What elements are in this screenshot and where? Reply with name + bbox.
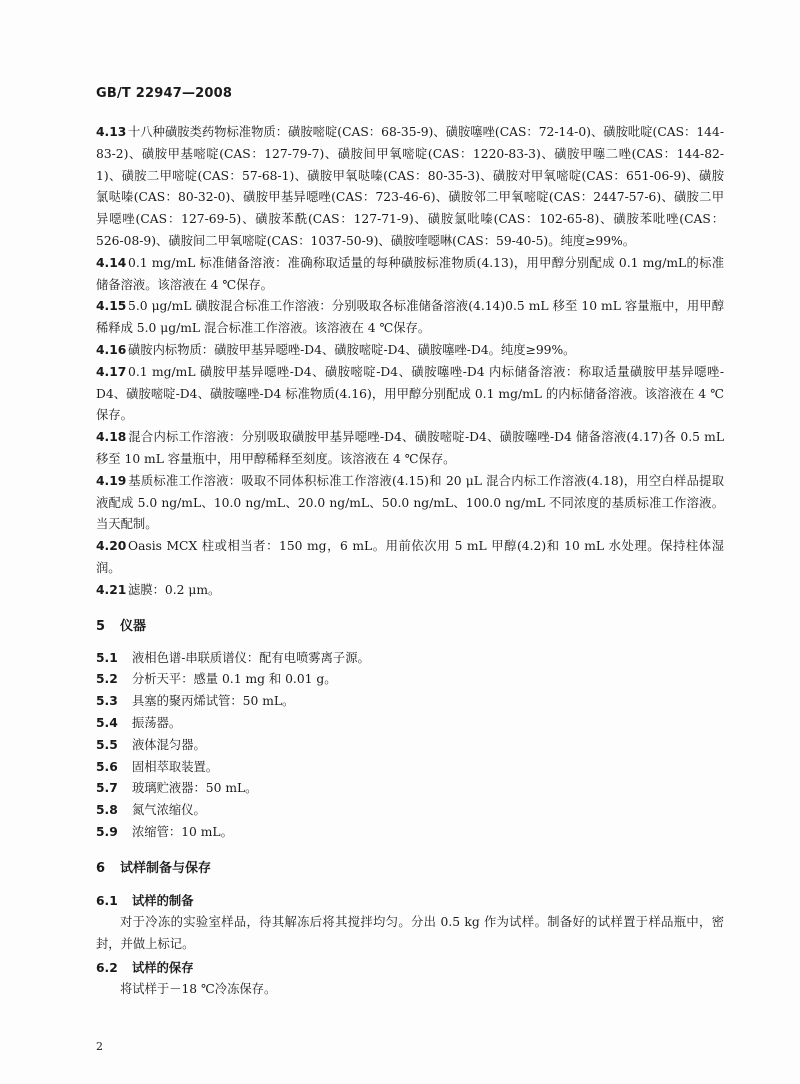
clause-5-6 xyxy=(96,757,724,779)
clause-number: 4.20 xyxy=(96,539,127,554)
clause-5-9 xyxy=(96,822,724,844)
clause-4-15 xyxy=(96,296,724,340)
subsection-6-1-text: 对于冷冻的实验室样品，待其解冻后将其搅拌均匀。分出 0.5 kg 作为试样。制备好的试样置于样品瓶中，密封，并做上标记。 xyxy=(96,914,724,951)
clause-text: 基质标准工作溶液：吸取不同体积标准工作溶液(4.15)和 20 μL 混合内标工作溶液(4.18)，用空白样品提取液配成 5.0 ng/mL、10.0 ng/mL、20.0 ng/mL、50.0 ng/mL、100.0 ng/mL 不同浓度的基质标准工作溶液。当天配制。 xyxy=(96,473,724,532)
clause-number: 4.15 xyxy=(96,299,127,314)
subsection-title: 试样的制备 xyxy=(132,893,194,908)
clause-5-4 xyxy=(96,713,724,735)
clause-text: 混合内标工作溶液：分别吸取磺胺甲基异噁唑-D4、磺胺嘧啶-D4、磺胺噻唑-D4 储备溶液(4.17)各 0.5 mL 移至 10 mL 容量瓶中，用甲醇稀释至刻度。该溶液在 4 ℃保存。 xyxy=(96,430,724,466)
clause-number: 5.6 xyxy=(96,759,118,774)
clause-4-21 xyxy=(96,580,724,602)
clause-text: 氮气浓缩仪。 xyxy=(132,803,206,818)
subsection-6-2-text: 将试样于－18 ℃冷冻保存。 xyxy=(120,982,277,997)
subsection-6-2-heading xyxy=(96,957,724,979)
clause-number: 4.18 xyxy=(96,430,127,445)
section-6-heading xyxy=(96,858,724,880)
clause-number: 5.1 xyxy=(96,650,118,665)
clause-number: 5.4 xyxy=(96,715,118,730)
clause-number: 4.14 xyxy=(96,255,127,270)
section-5-heading xyxy=(96,616,724,638)
clause-4-19 xyxy=(96,471,724,536)
subsection-title: 试样的保存 xyxy=(132,961,194,976)
clause-text: 滤膜：0.2 μm。 xyxy=(128,582,221,597)
clause-text: 5.0 μg/mL 磺胺混合标准工作溶液：分别吸取各标准储备溶液(4.14)0.5 mL 移至 10 mL 容量瓶中，用甲醇稀释成 5.0 μg/mL 混合标准工作溶液。该溶液在 4 ℃保存。 xyxy=(96,299,724,336)
standard-code-header: GB/T 22947—2008 xyxy=(96,86,233,101)
clause-number: 5.7 xyxy=(96,781,118,796)
clause-number: 5.5 xyxy=(96,737,118,752)
clause-5-5 xyxy=(96,735,724,757)
clause-5-7 xyxy=(96,778,724,800)
clause-4-14 xyxy=(96,253,724,297)
clause-4-18 xyxy=(96,427,724,471)
subsection-number: 6.1 xyxy=(96,893,118,908)
clause-text: 具塞的聚丙烯试管：50 mL。 xyxy=(132,694,295,709)
clause-5-1 xyxy=(96,648,724,670)
clause-number: 5.8 xyxy=(96,803,118,818)
clause-number: 4.13 xyxy=(96,125,127,139)
clause-number: 5.9 xyxy=(96,824,118,839)
clause-4-17 xyxy=(96,362,724,427)
clause-4-13 xyxy=(96,122,724,253)
clause-text: Oasis MCX 柱或相当者：150 mg，6 mL。用前依次用 5 mL 甲醇(4.2)和 10 mL 水处理。保持柱体湿润。 xyxy=(96,539,724,575)
clause-text: 振荡器。 xyxy=(132,715,182,730)
clause-5-2 xyxy=(96,669,724,691)
clause-number: 4.17 xyxy=(96,364,127,379)
clause-text: 液体混匀器。 xyxy=(132,737,206,752)
clause-4-20 xyxy=(96,536,724,580)
clause-4-16 xyxy=(96,340,724,362)
section-number: 5 xyxy=(96,618,106,634)
section-number: 6 xyxy=(96,860,106,876)
clause-5-3 xyxy=(96,691,724,713)
clause-5-8 xyxy=(96,800,724,822)
clause-number: 5.3 xyxy=(96,694,118,709)
subsection-6-1-heading xyxy=(96,890,724,912)
clause-text: 十八种磺胺类药物标准物质：磺胺嘧啶(CAS：68-35-9)、磺胺噻唑(CAS：72-14-0)、磺胺吡啶(CAS：144-83-2)、磺胺甲基嘧啶(CAS：127-79-7)、磺胺间甲氧嘧啶(CAS：1220-83-3)、磺胺甲噻二唑(CAS：144-82-1)、磺胺二甲嘧啶(CAS：57-68-1)、磺胺甲氧哒嗪(CAS：80-35-3)、磺胺对甲氧嘧啶(CAS：651-06-9)、磺胺氯哒嗪(CAS：80-32-0)、磺胺甲基异噁唑(CAS：723-46-6)、磺胺邻二甲氧嘧啶(CAS：2447-57-6)、磺胺二甲异噁唑(CAS：127-69-5)、磺胺苯酰(CAS：127-71-9)、磺胺氯吡嗪(CAS：102-65-8)、磺胺苯吡唑(CAS：526-08-9)、磺胺间二甲氧嘧啶(CAS：1037-50-9)、磺胺喹噁啉(CAS：59-40-5)。纯度≥99%。 xyxy=(96,125,724,248)
clause-text: 液相色谱-串联质谱仪：配有电喷雾离子源。 xyxy=(132,650,370,665)
section-title: 试样制备与保存 xyxy=(120,860,212,876)
page-content xyxy=(96,122,724,1001)
clause-text: 磺胺内标物质：磺胺甲基异噁唑-D4、磺胺嘧啶-D4、磺胺噻唑-D4。纯度≥99%。 xyxy=(128,342,576,357)
page-number: 2 xyxy=(96,1040,103,1053)
clause-text: 浓缩管：10 mL。 xyxy=(132,824,233,839)
clause-text: 0.1 mg/mL 标准储备溶液：准确称取适量的每种磺胺标准物质(4.13)，用甲醇分别配成 0.1 mg/mL的标准储备溶液。该溶液在 4 ℃保存。 xyxy=(96,255,724,292)
clause-text: 分析天平：感量 0.1 mg 和 0.01 g。 xyxy=(132,672,337,687)
clause-text: 0.1 mg/mL 磺胺甲基异噁唑-D4、磺胺嘧啶-D4、磺胺噻唑-D4 内标储备溶液：称取适量磺胺甲基异噁唑-D4、磺胺嘧啶-D4、磺胺噻唑-D4 标准物质(4.16)，用甲醇分别配成 0.1 mg/mL 的内标储备溶液。该溶液在 4 ℃保存。 xyxy=(96,364,724,423)
clause-text: 固相萃取装置。 xyxy=(132,759,219,774)
clause-text: 玻璃贮液器：50 mL。 xyxy=(132,781,258,796)
clause-number: 5.2 xyxy=(96,672,118,687)
subsection-number: 6.2 xyxy=(96,961,118,976)
clause-number: 4.16 xyxy=(96,342,127,357)
section-title: 仪器 xyxy=(120,618,147,634)
clause-number: 4.19 xyxy=(96,473,127,488)
clause-number: 4.21 xyxy=(96,582,127,597)
